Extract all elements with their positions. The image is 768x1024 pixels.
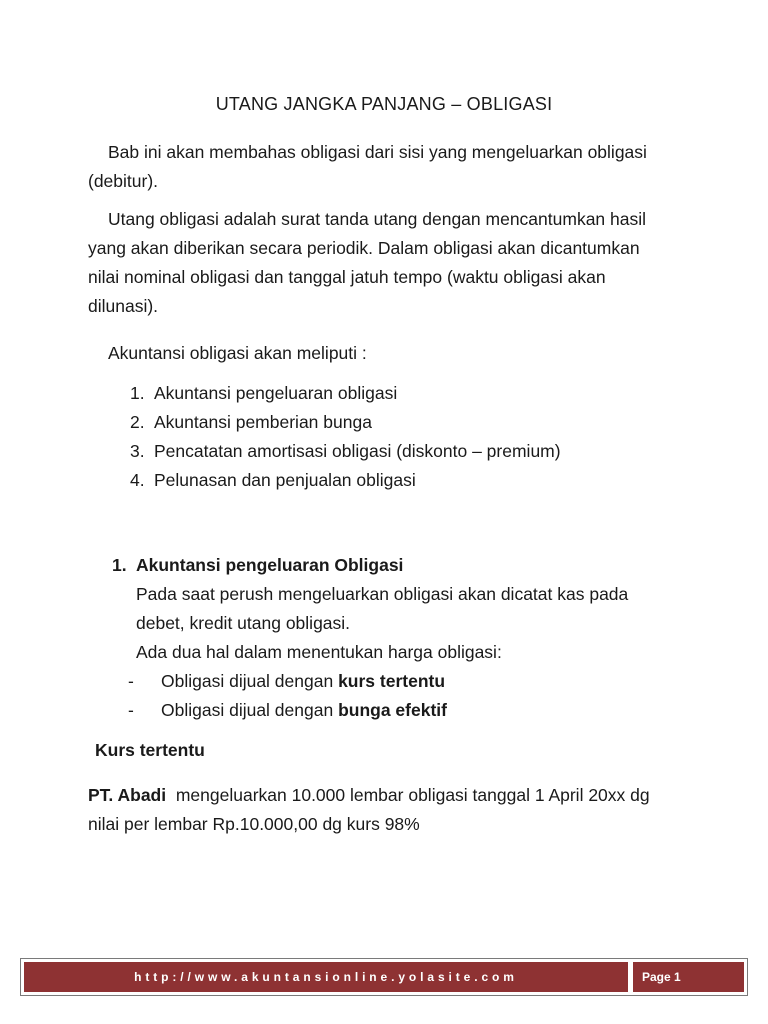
list-item-text: Akuntansi pemberian bunga: [154, 412, 372, 432]
definition-line-2: yang akan diberikan secara periodik. Dalam obligasi akan dicantumkan: [88, 238, 640, 258]
definition-line-1: Utang obligasi adalah surat tanda utang dengan mencantumkan hasil: [108, 209, 647, 229]
example-line-2: nilai per lembar Rp.10.000,00 dg kurs 98%: [88, 814, 420, 834]
section-heading: [112, 551, 692, 580]
bullet-item: [128, 667, 692, 696]
section-number: 1.: [112, 555, 127, 575]
list-item-number: 4.: [130, 470, 145, 490]
scope-lead-text: Akuntansi obligasi akan meliputi :: [108, 343, 367, 363]
bullet-item: [128, 696, 692, 725]
list-item: [130, 466, 561, 495]
page-title: UTANG JANGKA PANJANG – OBLIGASI: [215, 94, 553, 114]
scope-list: [130, 379, 561, 495]
footer-url[interactable]: http://www.akuntansionline.yolasite.com: [24, 962, 628, 992]
section-heading-text: Akuntansi pengeluaran Obligasi: [136, 555, 404, 575]
scope-lead: [88, 339, 688, 368]
definition-paragraph: [88, 205, 688, 321]
list-item: [130, 408, 561, 437]
section-1: [112, 551, 692, 725]
list-item-text: Pencatatan amortisasi obligasi (diskonto – premium): [154, 441, 561, 461]
list-item: [130, 379, 561, 408]
intro-paragraph: [88, 138, 688, 196]
definition-line-3: nilai nominal obligasi dan tanggal jatuh tempo (waktu obligasi akan: [88, 267, 606, 287]
list-item-text: Akuntansi pengeluaran obligasi: [154, 383, 398, 403]
bullet-bold-text: kurs tertentu: [338, 671, 446, 691]
bullet-text: Obligasi dijual dengan: [161, 671, 339, 691]
section-body: [112, 580, 692, 725]
page-number-box: [633, 962, 744, 992]
example-line-1: [88, 781, 688, 810]
page-footer: [20, 958, 748, 996]
section-line-3: Ada dua hal dalam menentukan harga obligasi:: [136, 642, 502, 662]
section-line-2: debet, kredit utang obligasi.: [136, 613, 351, 633]
subheading-text: Kurs tertentu: [95, 740, 205, 760]
intro-line-2: (debitur).: [88, 171, 159, 191]
list-item-text: Pelunasan dan penjualan obligasi: [154, 470, 416, 490]
list-item-number: 2.: [130, 412, 145, 432]
example-line-1-rest: mengeluarkan 10.000 lembar obligasi tanggal 1 April 20xx dg: [166, 785, 650, 805]
list-item: [130, 437, 561, 466]
intro-line-1: Bab ini akan membahas obligasi dari sisi yang mengeluarkan obligasi: [108, 142, 647, 162]
section-line-1: Pada saat perush mengeluarkan obligasi akan dicatat kas pada: [136, 584, 629, 604]
bullet-text: Obligasi dijual dengan: [161, 700, 339, 720]
bullet-dash: -: [128, 700, 134, 720]
company-name: PT. Abadi: [88, 785, 167, 805]
bullet-bold-text: bunga efektif: [338, 700, 447, 720]
page-label: Page: [642, 970, 671, 984]
example-paragraph: [88, 781, 688, 839]
list-item-number: 1.: [130, 383, 145, 403]
list-item-number: 3.: [130, 441, 145, 461]
page-number: 1: [674, 970, 681, 984]
subheading: [95, 736, 695, 765]
bullet-dash: -: [128, 671, 134, 691]
definition-line-4: dilunasi).: [88, 296, 159, 316]
